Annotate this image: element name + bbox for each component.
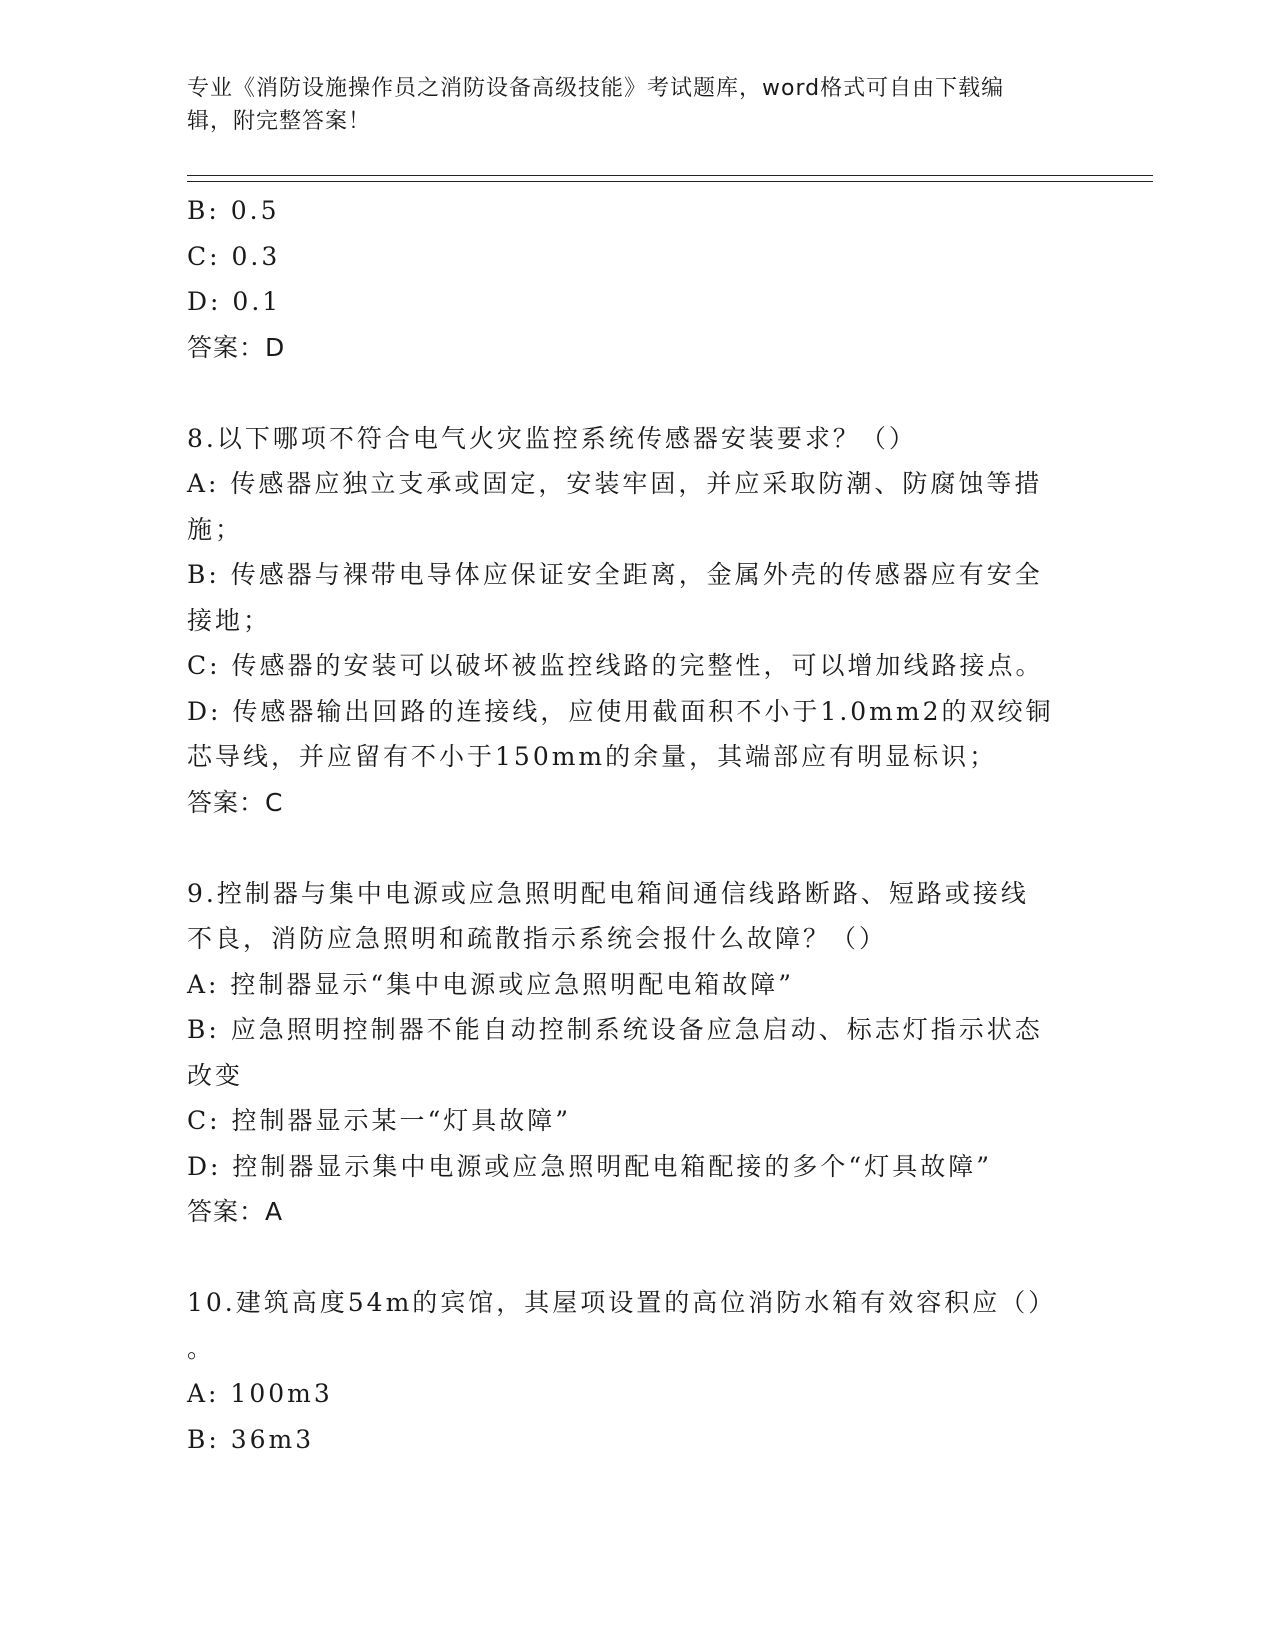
spacer [187, 1235, 1087, 1281]
option-b-continued: 接地； [187, 605, 272, 635]
option-b: B: 传感器与裸带电导体应保证安全距离，金属外壳的传感器应有安全 [187, 560, 1043, 589]
option-b: B: 36m3 [187, 1424, 315, 1454]
document-header [187, 72, 1067, 138]
question-stem: 8.以下哪项不符合电气火灾监控系统传感器安装要求？（） [187, 423, 917, 453]
option-d: D: 0.1 [187, 287, 282, 316]
option-b-continued: 改变 [187, 1060, 244, 1090]
option-a: A: 传感器应独立支承或固定，安装牢固，并应采取防潮、防腐蚀等措 [187, 469, 1043, 498]
header-line-1: 专业《消防设施操作员之消防设备高级技能》考试题库，word格式可自由下载编 [187, 76, 1005, 101]
option-d: D: 传感器输出回路的连接线，应使用截面积不小于1.0mm2的双绞铜 [187, 696, 1054, 726]
option-b: B: 应急照明控制器不能自动控制系统设备应急启动、标志灯指示状态 [187, 1015, 1043, 1044]
option-d: D: 控制器显示集中电源或应急照明配电箱配接的多个“灯具故障” [187, 1151, 992, 1181]
option-a-continued: 施； [187, 514, 244, 544]
option-a: A: 100m3 [187, 1379, 333, 1408]
answer: 答案：D [187, 332, 286, 362]
option-c: C: 控制器显示某一“灯具故障” [187, 1106, 572, 1135]
option-c: C: 0.3 [187, 241, 281, 271]
question-stem-continued: 不良，消防应急照明和疏散指示系统会报什么故障？（） [187, 924, 888, 953]
question-9 [187, 871, 1087, 1235]
question-stem-continued: 。 [187, 1333, 216, 1363]
spacer [187, 825, 1087, 871]
question-stem: 9.控制器与集中电源或应急照明配电箱间通信线路断路、短路或接线 [187, 878, 1029, 908]
question-content [187, 188, 1087, 1462]
option-d-continued: 芯导线，并应留有不小于150mm的余量，其端部应有明显标识； [187, 742, 998, 771]
header-line-2: 辑，附完整答案！ [187, 109, 372, 134]
header-divider-bottom [187, 181, 1153, 182]
question-7-tail [187, 188, 1087, 370]
option-b: B: 0.5 [187, 196, 280, 225]
option-c: C: 传感器的安装可以破坏被监控线路的完整性，可以增加线路接点。 [187, 651, 1044, 680]
question-10 [187, 1280, 1087, 1462]
spacer [187, 370, 1087, 416]
question-stem: 10.建筑高度54m的宾馆，其屋项设置的高位消防水箱有效容积应（） [187, 1288, 1057, 1317]
question-8 [187, 416, 1087, 826]
answer: 答案：A [187, 1197, 284, 1226]
header-divider-top [187, 175, 1153, 176]
option-a: A: 控制器显示“集中电源或应急照明配电箱故障” [187, 969, 794, 999]
answer: 答案：C [187, 787, 284, 817]
